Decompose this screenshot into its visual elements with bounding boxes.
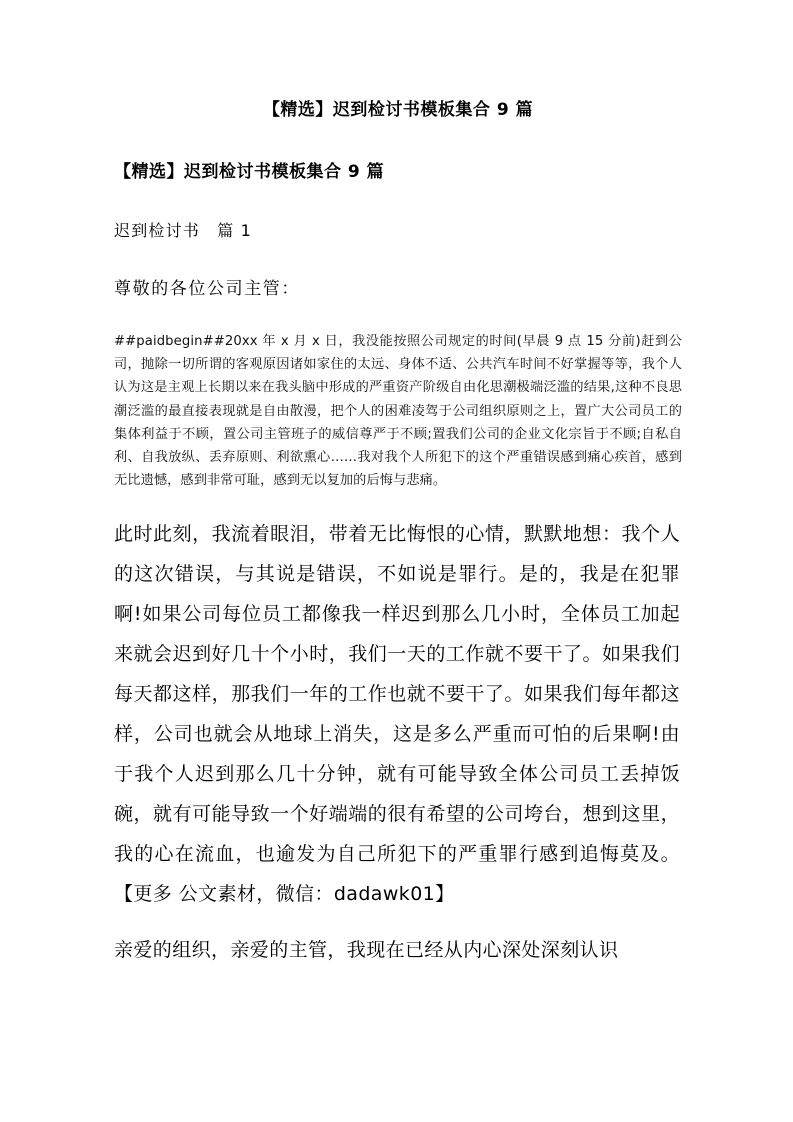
body-paragraph-2: 亲爱的组织，亲爱的主管，我现在已经从内心深处深刻认识 xyxy=(114,939,619,962)
small-note-paragraph: ##paidbegin##20xx 年 x 月 x 日，我没能按照公司规定的时间(早晨 9 点 15 分前)赶到公司，抛除一切所谓的客观原因诸如家住的太远、身体不适、公共汽车时间不好掌握等等，我个人认为这是主观上长期以来在我头脑中形成的严重资产阶级自由化思潮极端泛滥的结果,这种不良思潮泛滥的最直接表现就是自由散漫，把个人的困难凌驾于公司组织原则之上，置广大公司员工的集体利益于不顾，置公司主管班子的威信尊严于不顾;置我们公司的企业文化宗旨于不顾;自私自利、自我放纵、丢弃原则、利欲熏心……我对我个人所犯下的这个严重错误感到痛心疾首，感到无比遗憾，感到非常可耻，感到无以复加的后悔与悲痛。 xyxy=(114,334,682,489)
document-content xyxy=(114,96,682,970)
document-subtitle: 【精选】迟到检讨书模板集合 9 篇 xyxy=(114,162,385,182)
section-heading: 迟到检讨书 篇 1 xyxy=(114,221,253,240)
page-title: 【精选】迟到检讨书模板集合 9 篇 xyxy=(262,100,534,120)
body-paragraph-1: 此时此刻，我流着眼泪，带着无比悔恨的心情，默默地想：我个人的这次错误，与其说是错误，不如说是罪行。是的，我是在犯罪啊!如果公司每位员工都像我一样迟到那么几小时，全体员工加起来就会迟到好几十个小时，我们一天的工作就不要干了。如果我们每天都这样，那我们一年的工作也就不要干了。如果我们每年都这样，公司也就会从地球上消失，这是多么严重而可怕的后果啊!由于我个人迟到那么几十分钟，就有可能导致全体公司员工丢掉饭碗，就有可能导致一个好端端的很有希望的公司垮台，想到这里，我的心在流血，也逾发为自己所犯下的严重罪行感到追悔莫及。【更多 公文素材，微信：dadawk01】 xyxy=(114,523,680,906)
salutation-line: 尊敬的各位公司主管： xyxy=(114,279,300,299)
